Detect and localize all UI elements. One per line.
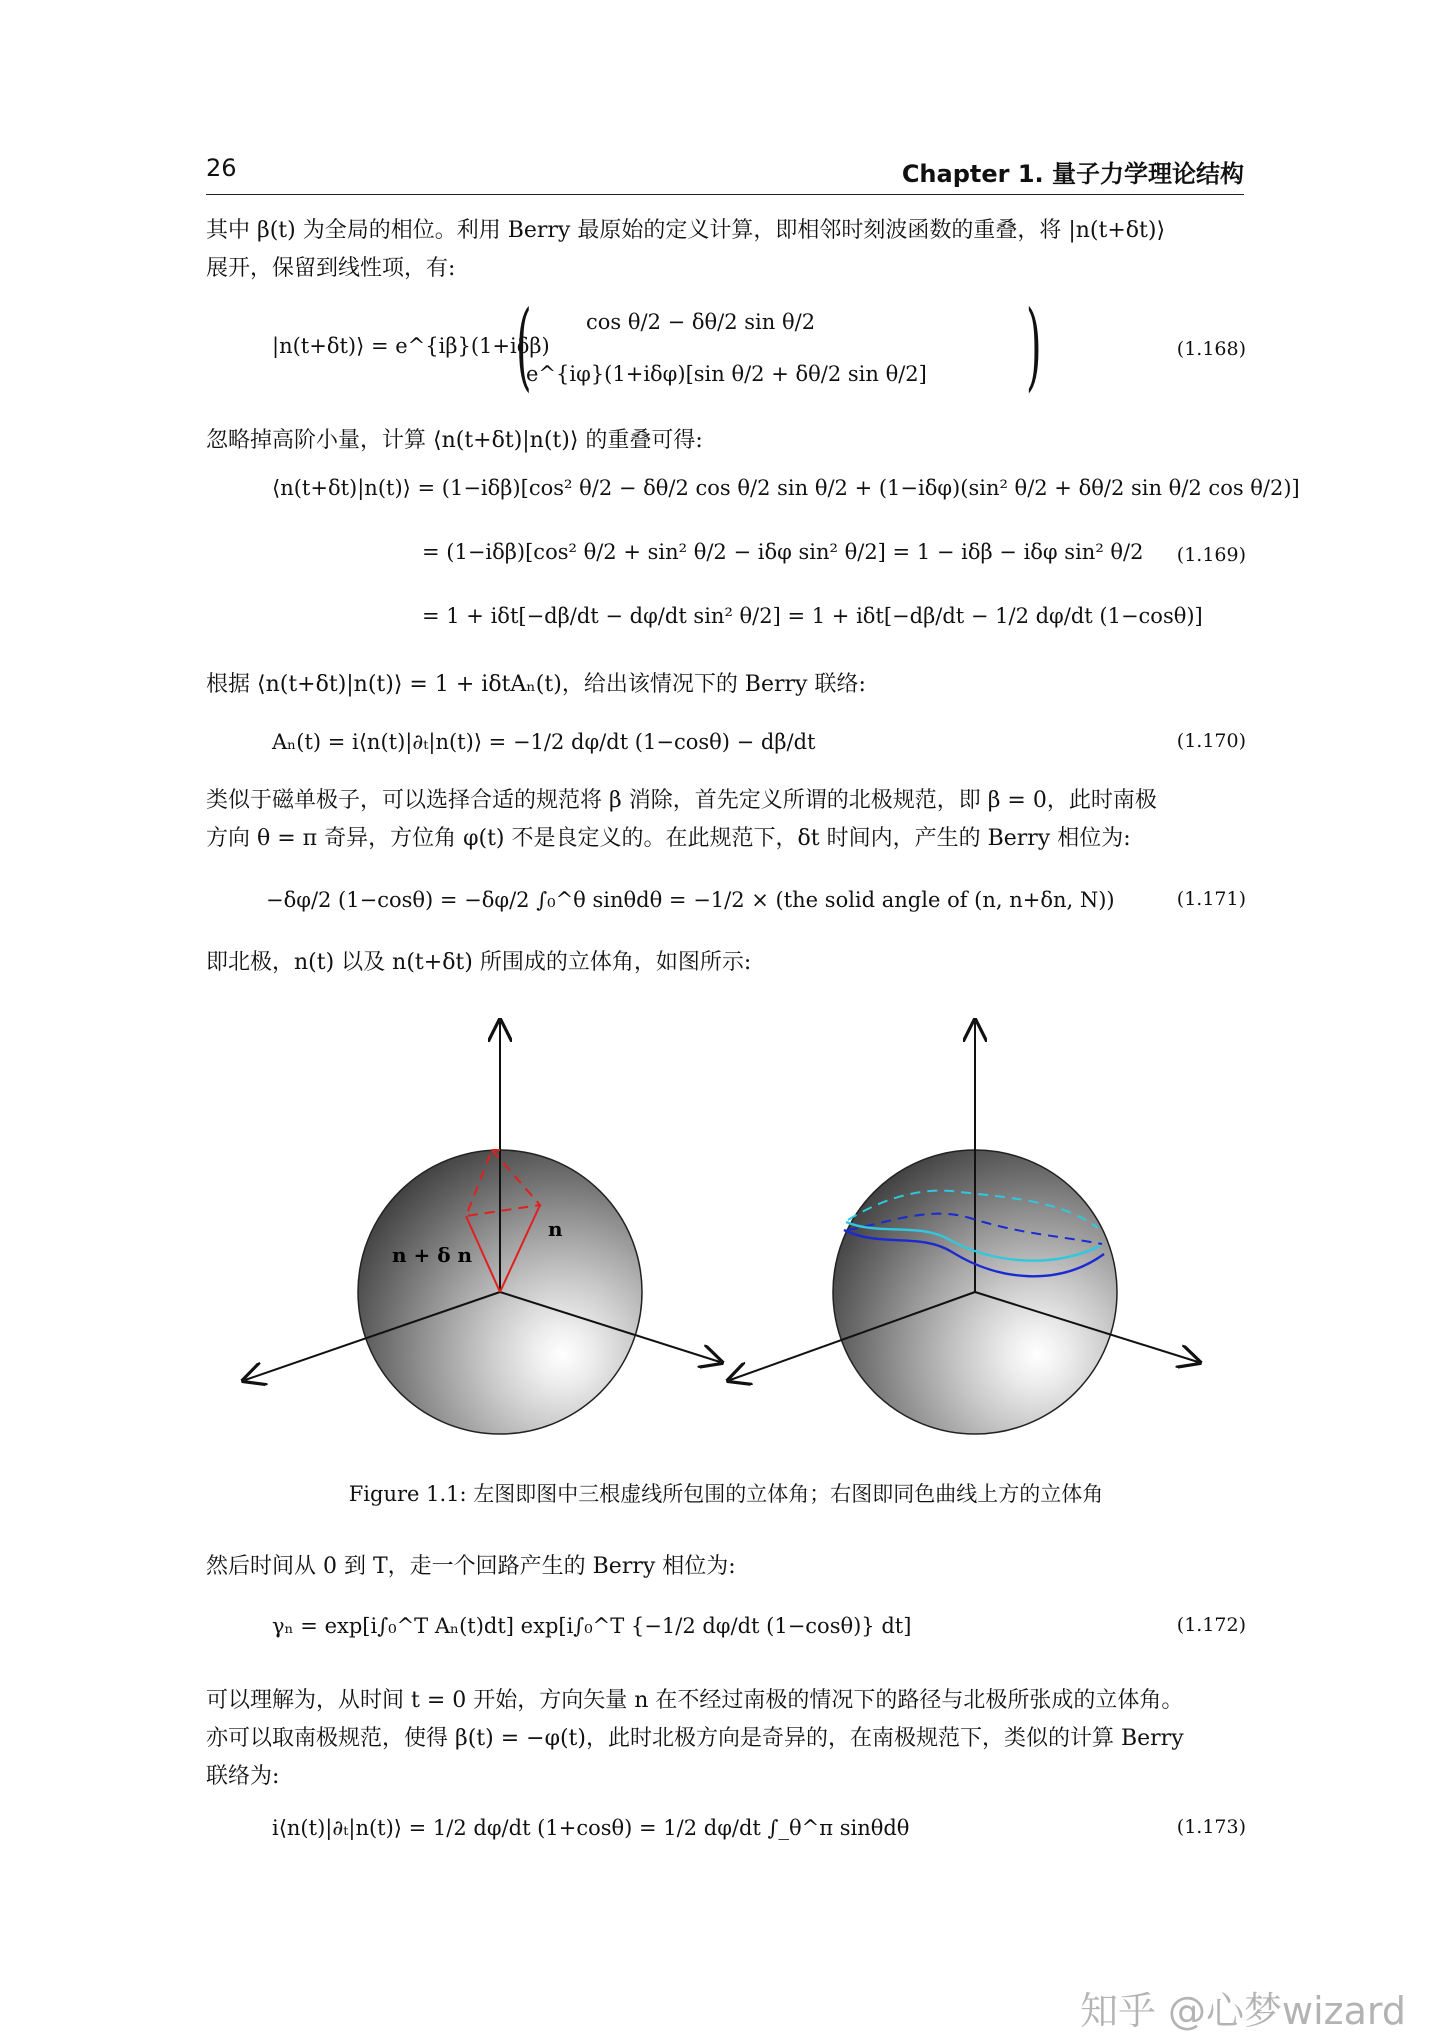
big-paren-left: ( [516,292,532,403]
chapter-title: Chapter 1. 量子力学理论结构 [901,160,1244,188]
paragraph-line: 联络为: [206,1764,280,1789]
header-rule [206,194,1244,195]
equation-line-1: ⟨n(t+δt)|n(t)⟩ = (1−iδβ)[cos² θ/2 − δθ/2 cos θ/2 sin θ/2 + (1−iδφ)(sin² θ/2 + δθ/2 sin θ/2 cos θ/2)] [272,476,1300,500]
equation-1-169 [206,476,1300,656]
paragraph-5: 即北极，n(t) 以及 n(t+δt) 所围成的立体角，如图所示: [206,950,752,975]
paragraph-6: 然后时间从 0 到 T，走一个回路产生的 Berry 相位为: [206,1554,736,1579]
equation-1-170 [206,730,1246,770]
paragraph-line: 展开，保留到线性项，有: [206,256,456,281]
big-paren-right: ) [1026,292,1042,403]
equation-body: γₙ = exp[i∫₀^T Aₙ(t)dt] exp[i∫₀^T {−1/2 dφ/dt (1−cosθ)} dt] [272,1614,912,1638]
paragraph-4 [206,782,1246,858]
figure-1-1 [230,1000,1230,1450]
equation-1-171 [206,888,1246,928]
equation-number: (1.169) [1176,544,1246,566]
paragraph-line: 类似于磁单极子，可以选择合适的规范将 β 消除，首先定义所谓的北极规范，即 β = 0，此时南极 [206,788,1157,813]
equation-number: (1.172) [1176,1614,1246,1636]
figure-caption: Figure 1.1: 左图即图中三根虚线所包围的立体角；右图即同色曲线上方的立体角 [348,1482,1104,1506]
label-n: n [548,1217,563,1241]
paragraph-line: 方向 θ = π 奇异，方位角 φ(t) 不是良定义的。在此规范下，δt 时间内，产生的 Berry 相位为: [206,826,1131,851]
label-n-plus-dn: n + δ n [392,1243,473,1267]
equation-1-168 [206,292,1246,410]
paragraph-3: 根据 ⟨n(t+δt)|n(t)⟩ = 1 + iδtAₙ(t)，给出该情况下的 Berry 联络: [206,672,866,697]
equation-number: (1.170) [1176,730,1246,752]
equation-lhs: |n(t+δt)⟩ = e^{iβ}(1+iδβ) [272,334,550,358]
equation-number: (1.173) [1176,1816,1246,1838]
paragraph-1 [206,212,1246,288]
equation-line-2: = (1−iδβ)[cos² θ/2 + sin² θ/2 − iδφ sin² θ/2] = 1 − iδβ − iδφ sin² θ/2 [422,540,1144,564]
watermark: 知乎 @心梦wizard [1079,1989,1406,2033]
equation-number: (1.171) [1176,888,1246,910]
paragraph-2: 忽略掉高阶小量，计算 ⟨n(t+δt)|n(t)⟩ 的重叠可得: [206,428,703,453]
equation-body: Aₙ(t) = i⟨n(t)|∂ₜ|n(t)⟩ = −1/2 dφ/dt (1−cosθ) − dβ/dt [272,730,816,754]
equation-body: i⟨n(t)|∂ₜ|n(t)⟩ = 1/2 dφ/dt (1+cosθ) = 1/2 dφ/dt ∫_θ^π sinθdθ [272,1816,910,1840]
paragraph-line: 可以理解为，从时间 t = 0 开始，方向矢量 n 在不经过南极的情况下的路径与北极所张成的立体角。 [206,1688,1184,1713]
equation-number: (1.168) [1176,338,1246,360]
right-sphere-diagram [730,1022,1198,1434]
equation-line-3: = 1 + iδt[−dβ/dt − dφ/dt sin² θ/2] = 1 + iδt[−dβ/dt − 1/2 dφ/dt (1−cosθ)] [422,604,1203,628]
vector-top: cos θ/2 − δθ/2 sin θ/2 [586,310,816,334]
equation-1-173 [206,1816,1246,1856]
paragraph-line: 亦可以取南极规范，使得 β(t) = −φ(t)，此时北极方向是奇异的，在南极规范下，类似的计算 Berry [206,1726,1184,1751]
equation-body: −δφ/2 (1−cosθ) = −δφ/2 ∫₀^θ sinθdθ = −1/2 × (the solid angle of (n, n+δn, N)) [266,888,1115,912]
page-number: 26 [206,154,237,182]
paragraph-line: 其中 β(t) 为全局的相位。利用 Berry 最原始的定义计算，即相邻时刻波函数的重叠，将 |n(t+δt)⟩ [206,218,1166,243]
paragraph-7 [206,1682,1246,1796]
vector-bottom: e^{iφ}(1+iδφ)[sin θ/2 + δθ/2 sin θ/2] [526,362,927,386]
left-sphere-diagram [245,1022,720,1434]
equation-1-172 [206,1614,1246,1654]
